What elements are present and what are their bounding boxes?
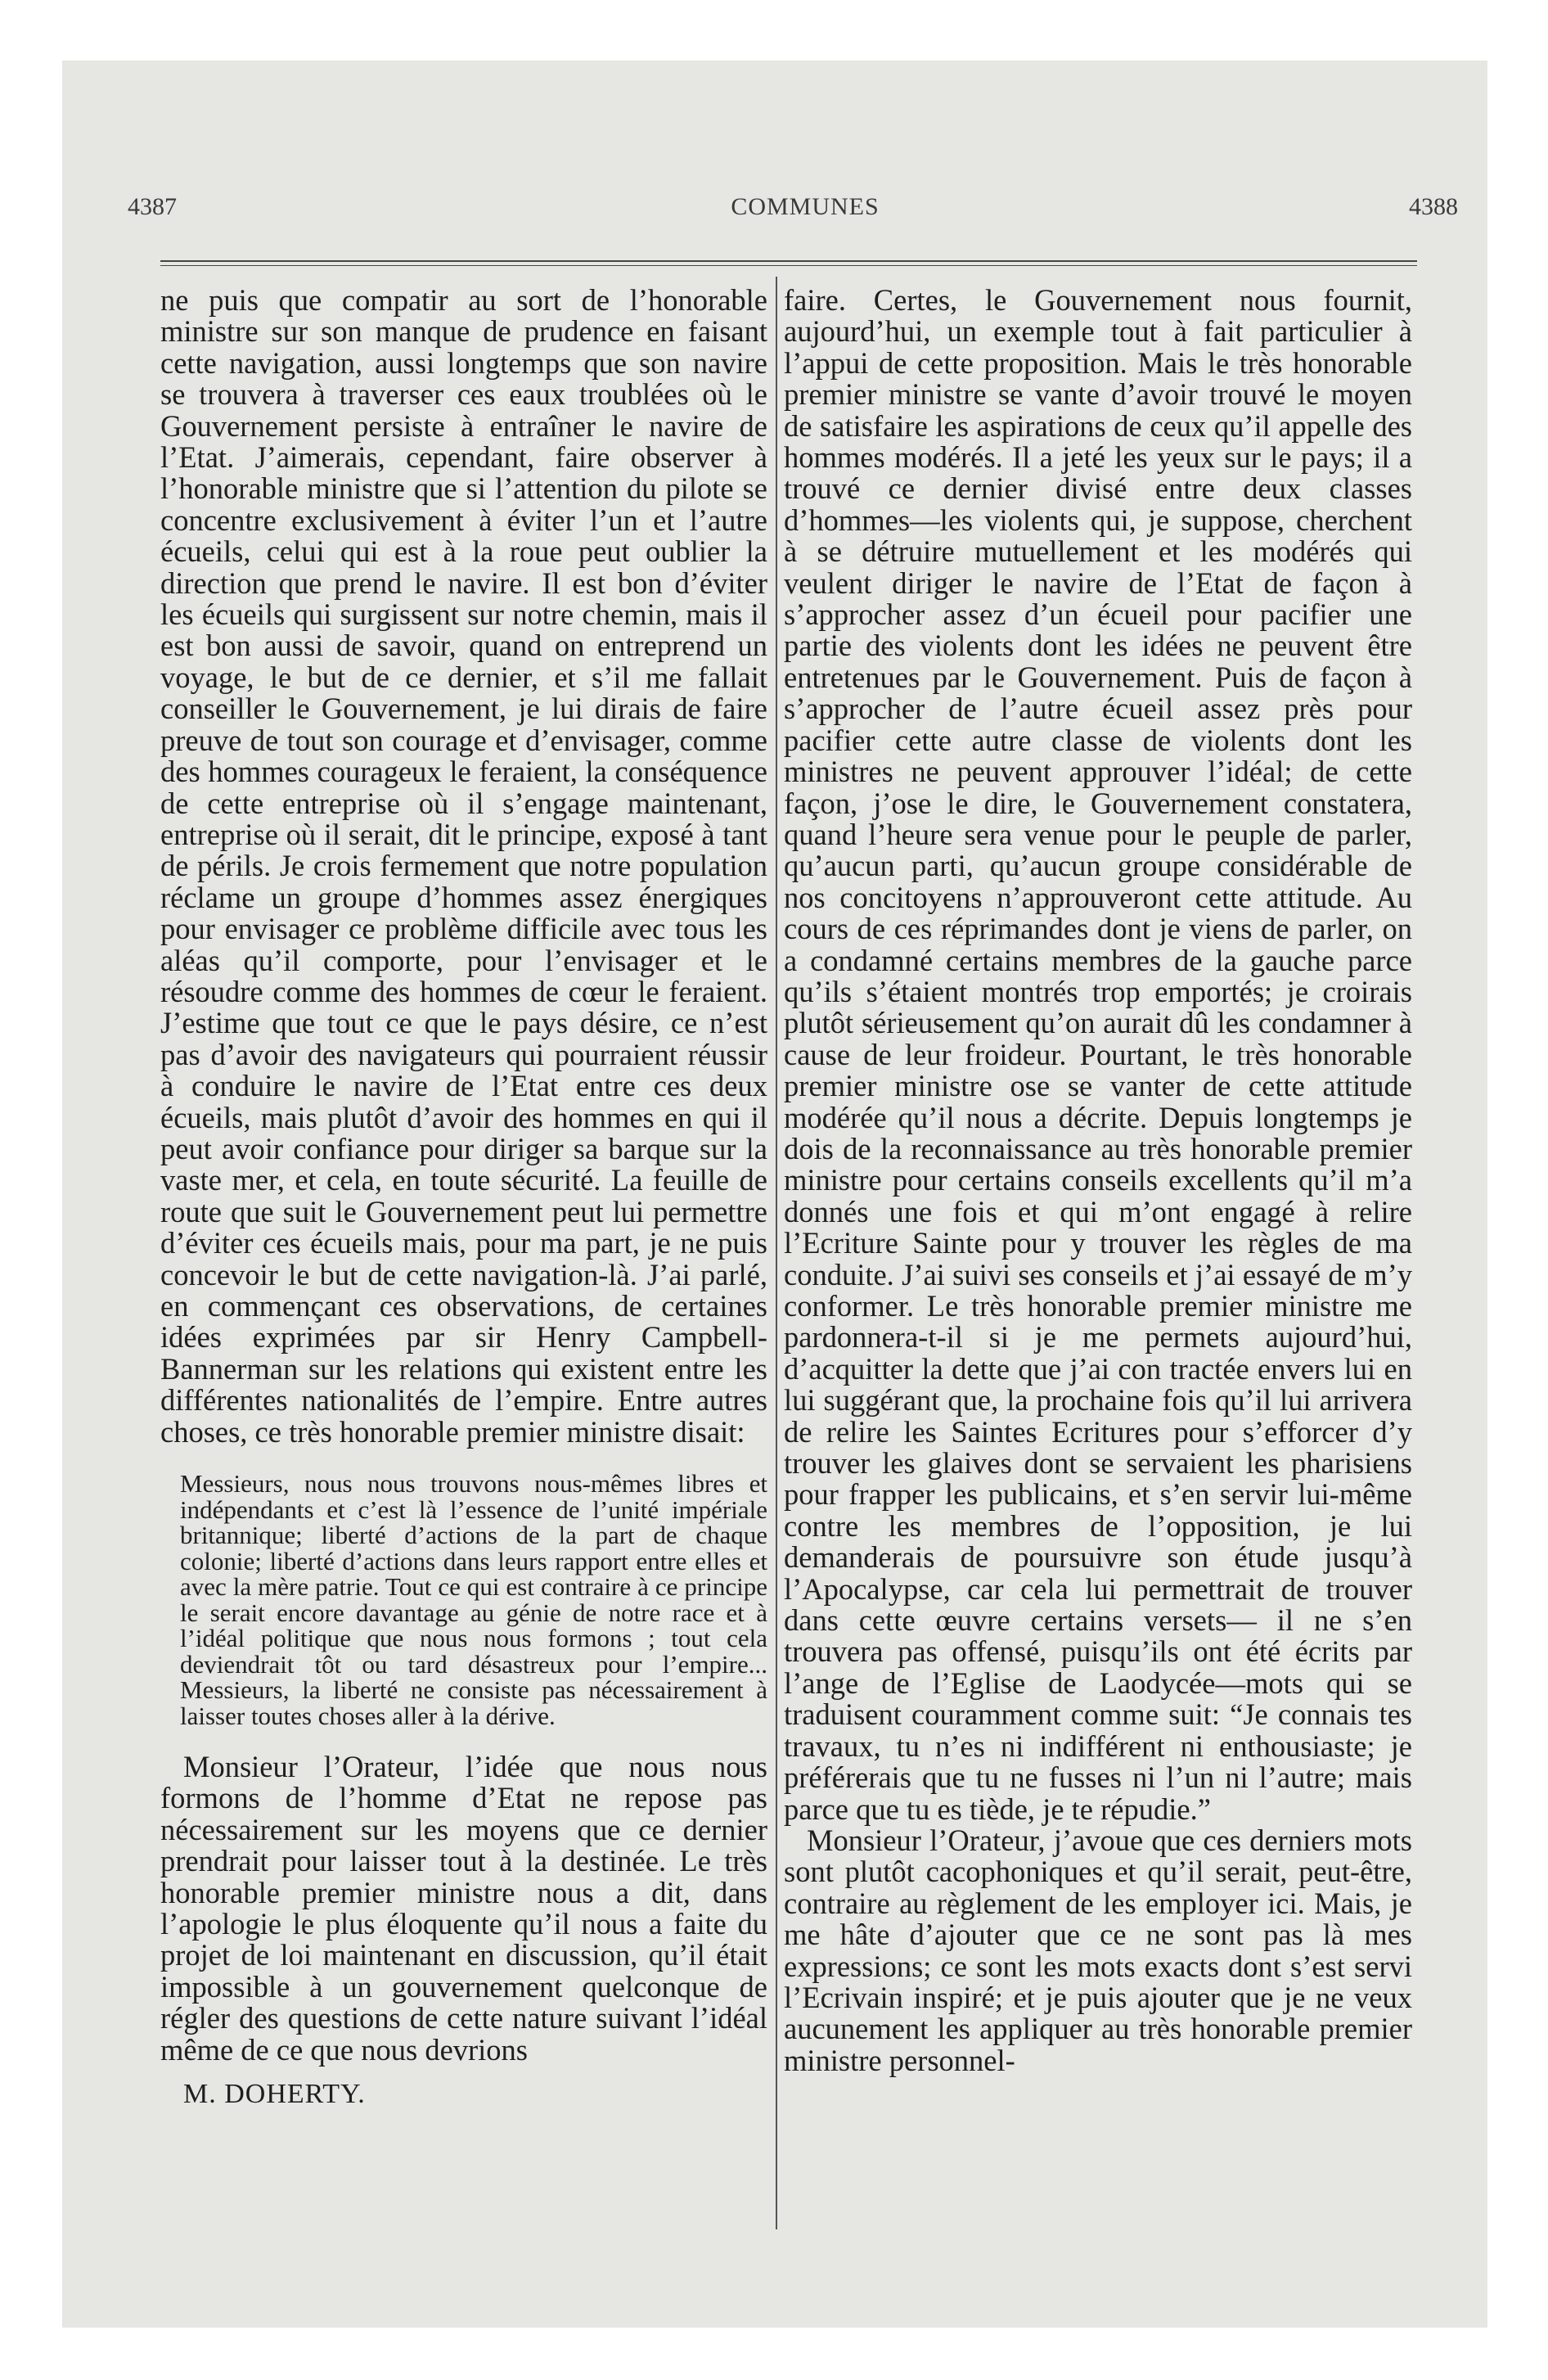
speaker-name: M. DOHERTY. — [183, 2079, 366, 2110]
left-paragraph-2: Monsieur l’Orateur, l’idée que nous nous formons de l’homme d’Etat ne repose pas nécessairement sur les moyens que ce dernier prendrait pour laisser tout à la destinée. Le très honorable premier ministre nous a dit, dans l’apologie le plus éloquente qu’il nous a faite du projet de loi maintenant en discussion, qu’il était impossible à un gouvernement quelconque de régler des questions de cette nature suivant l’idéal même de ce que nous devrions — [160, 1750, 767, 2067]
right-paragraph-1: faire. Certes, le Gouvernement nous fournit, aujourd’hui, un exemple tout à fait particulier à l’appui de cette proposition. Mais le très honorable premier ministre se vante d’avoir trouvé le moyen de satisfaire les aspirations de ceux qu’il appelle des hommes modérés. Il a jeté les yeux sur le pays; il a trouvé ce dernier divisé entre deux classes d’hommes—les violents qui, je suppose, cherchent à se détruire mutuellement et les modérés qui veulent diriger le navire de l’Etat de façon à s’approcher assez d’un écueil pour pacifier une partie des violents dont les idées ne peuvent être entretenues par le Gouvernement. Puis de façon à s’approcher de l’autre écueil assez près pour pacifier cette autre classe de violents dont les ministres ne peuvent approuver l’idéal; de cette façon, j’ose le dire, le Gouvernement constatera, quand l’heure sera venue pour le peuple de parler, qu’aucun parti, qu’aucun groupe considérable de nos concitoyens n’approuveront cette attitude. Au cours de ces réprimandes dont je viens de parler, on a condamné certains membres de la gauche parce qu’ils s’étaient montrés trop emportés; je croirais plutôt sérieusement qu’on aurait dû les condamner à cause de leur froideur. Pourtant, le très honorable premier ministre ose se vanter de cette attitude modérée qu’il nous a décrite. Depuis longtemps je dois de la reconnaissance au très honorable premier ministre pour certains conseils excellents qu’il m’a donnés une fois et qui m’ont engagé à relire l’Ecriture Sainte pour y trouver les règles de ma conduite. J’ai suivi ses conseils et j’ai essayé de m’y conformer. Le très honorable premier ministre me pardonnera-t-il si je me permets aujourd’hui, d’acquitter la dette que j’ai con tractée envers lui en lui suggérant que, la prochaine fois qu’il lui arrivera de relire les Saintes Ecritures pour s’efforcer d’y trouver les glaives dont se servaient les pharisiens pour frapper les publicains, et s’en servir lui-même contre les membres de l’opposition, je lui demanderais de poursuivre son étude jusqu’à l’Apocalypse, car cela lui permettrait de trouver dans cette œuvre certains versets— il ne s’en trouvera pas offensé, puisqu’ils ont été écrits par l’ange de l’Eglise de Laodycée—mots qui se traduisent couramment comme suit: “Je connais tes travaux, tu n’es ni indifférent ni enthousiaste; je préférerais que tu ne fusses ni l’un ni l’autre; mais parce que tu es tiède, je te répudie.” — [784, 283, 1412, 1826]
page-number-left: 4387 — [128, 193, 177, 220]
header-rule — [160, 260, 1417, 262]
right-paragraph-2: Monsieur l’Orateur, j’avoue que ces derniers mots sont plutôt cacophoniques et qu’il serait, peut-être, contraire au règlement de les employer ici. Mais, je me hâte d’ajouter que ce ne sont pas là mes expressions; ce sont les mots exacts dont s’est servi l’Ecrivain inspiré; et je puis ajouter que je ne veux aucunement les appliquer au très honorable premier ministre personnel- — [784, 1823, 1412, 2077]
left-column — [160, 285, 767, 2111]
column-divider — [776, 277, 777, 2229]
left-paragraph-1: ne puis que compatir au sort de l’honorable ministre sur son manque de prudence en faisant cette navigation, aussi longtemps que son navire se trouvera à traverser ces eaux troublées où le Gouvernement persiste à entraîner le navire de l’Etat. J’aimerais, cependant, faire observer à l’honorable ministre que si l’attention du pilote se concentre exclusivement à éviter l’un et l’autre écueils, celui qui est à la roue peut oublier la direction que prend le navire. Il est bon d’éviter les écueils qui surgissent sur notre chemin, mais il est bon aussi de savoir, quand on entreprend un voyage, le but de ce dernier, et s’il me fallait conseiller le Gouvernement, je lui dirais de faire preuve de tout son courage et d’envisager, comme des hommes courageux le feraient, la conséquence de cette entreprise où il s’engage maintenant, entreprise où il serait, dit le principe, exposé à tant de périls. Je crois fermement que notre population réclame un groupe d’hommes assez énergiques pour envisager ce problème difficile avec tous les aléas qu’il comporte, pour l’envisager et le résoudre comme des hommes de cœur le feraient. J’estime que tout ce que le pays désire, ce n’est pas d’avoir des navigateurs qui pourraient réussir à conduire le navire de l’Etat entre ces deux écueils, mais plutôt d’avoir des hommes en qui il peut avoir confiance pour diriger sa barque sur la vaste mer, et cela, en toute sécurité. La feuille de route que suit le Gouvernement peut lui permettre d’éviter ces écueils mais, pour ma part, je ne puis concevoir le but de cette navigation-là. J’ai parlé, en commençant ces observations, de certaines idées exprimées par sir Henry Campbell-Bannerman sur les relations qui existent entre les différentes nationalités de l’empire. Entre autres choses, ce très honorable premier ministre disait: — [160, 283, 767, 1449]
running-title: COMMUNES — [731, 193, 880, 220]
page-number-right: 4388 — [1409, 193, 1458, 220]
block-quote: Messieurs, nous nous trouvons nous-mêmes libres et indépendants et c’est là l’essence de l’unité impériale britannique; liberté d’actions de la part de chaque colonie; liberté d’actions dans leurs rapport entre elles et avec la mère patrie. Tout ce qui est contraire à ce principe le serait encore davantage au génie de notre race et à l’idéal politique que nous nous formons ; tout cela deviendrait tôt ou tard désastreux pour l’empire... Messieurs, la liberté ne consiste pas nécessairement à laisser toutes choses aller à la dérive. — [180, 1469, 767, 1730]
right-column — [784, 285, 1412, 2076]
page-header — [62, 193, 1548, 226]
header-rule-thin — [160, 265, 1417, 266]
